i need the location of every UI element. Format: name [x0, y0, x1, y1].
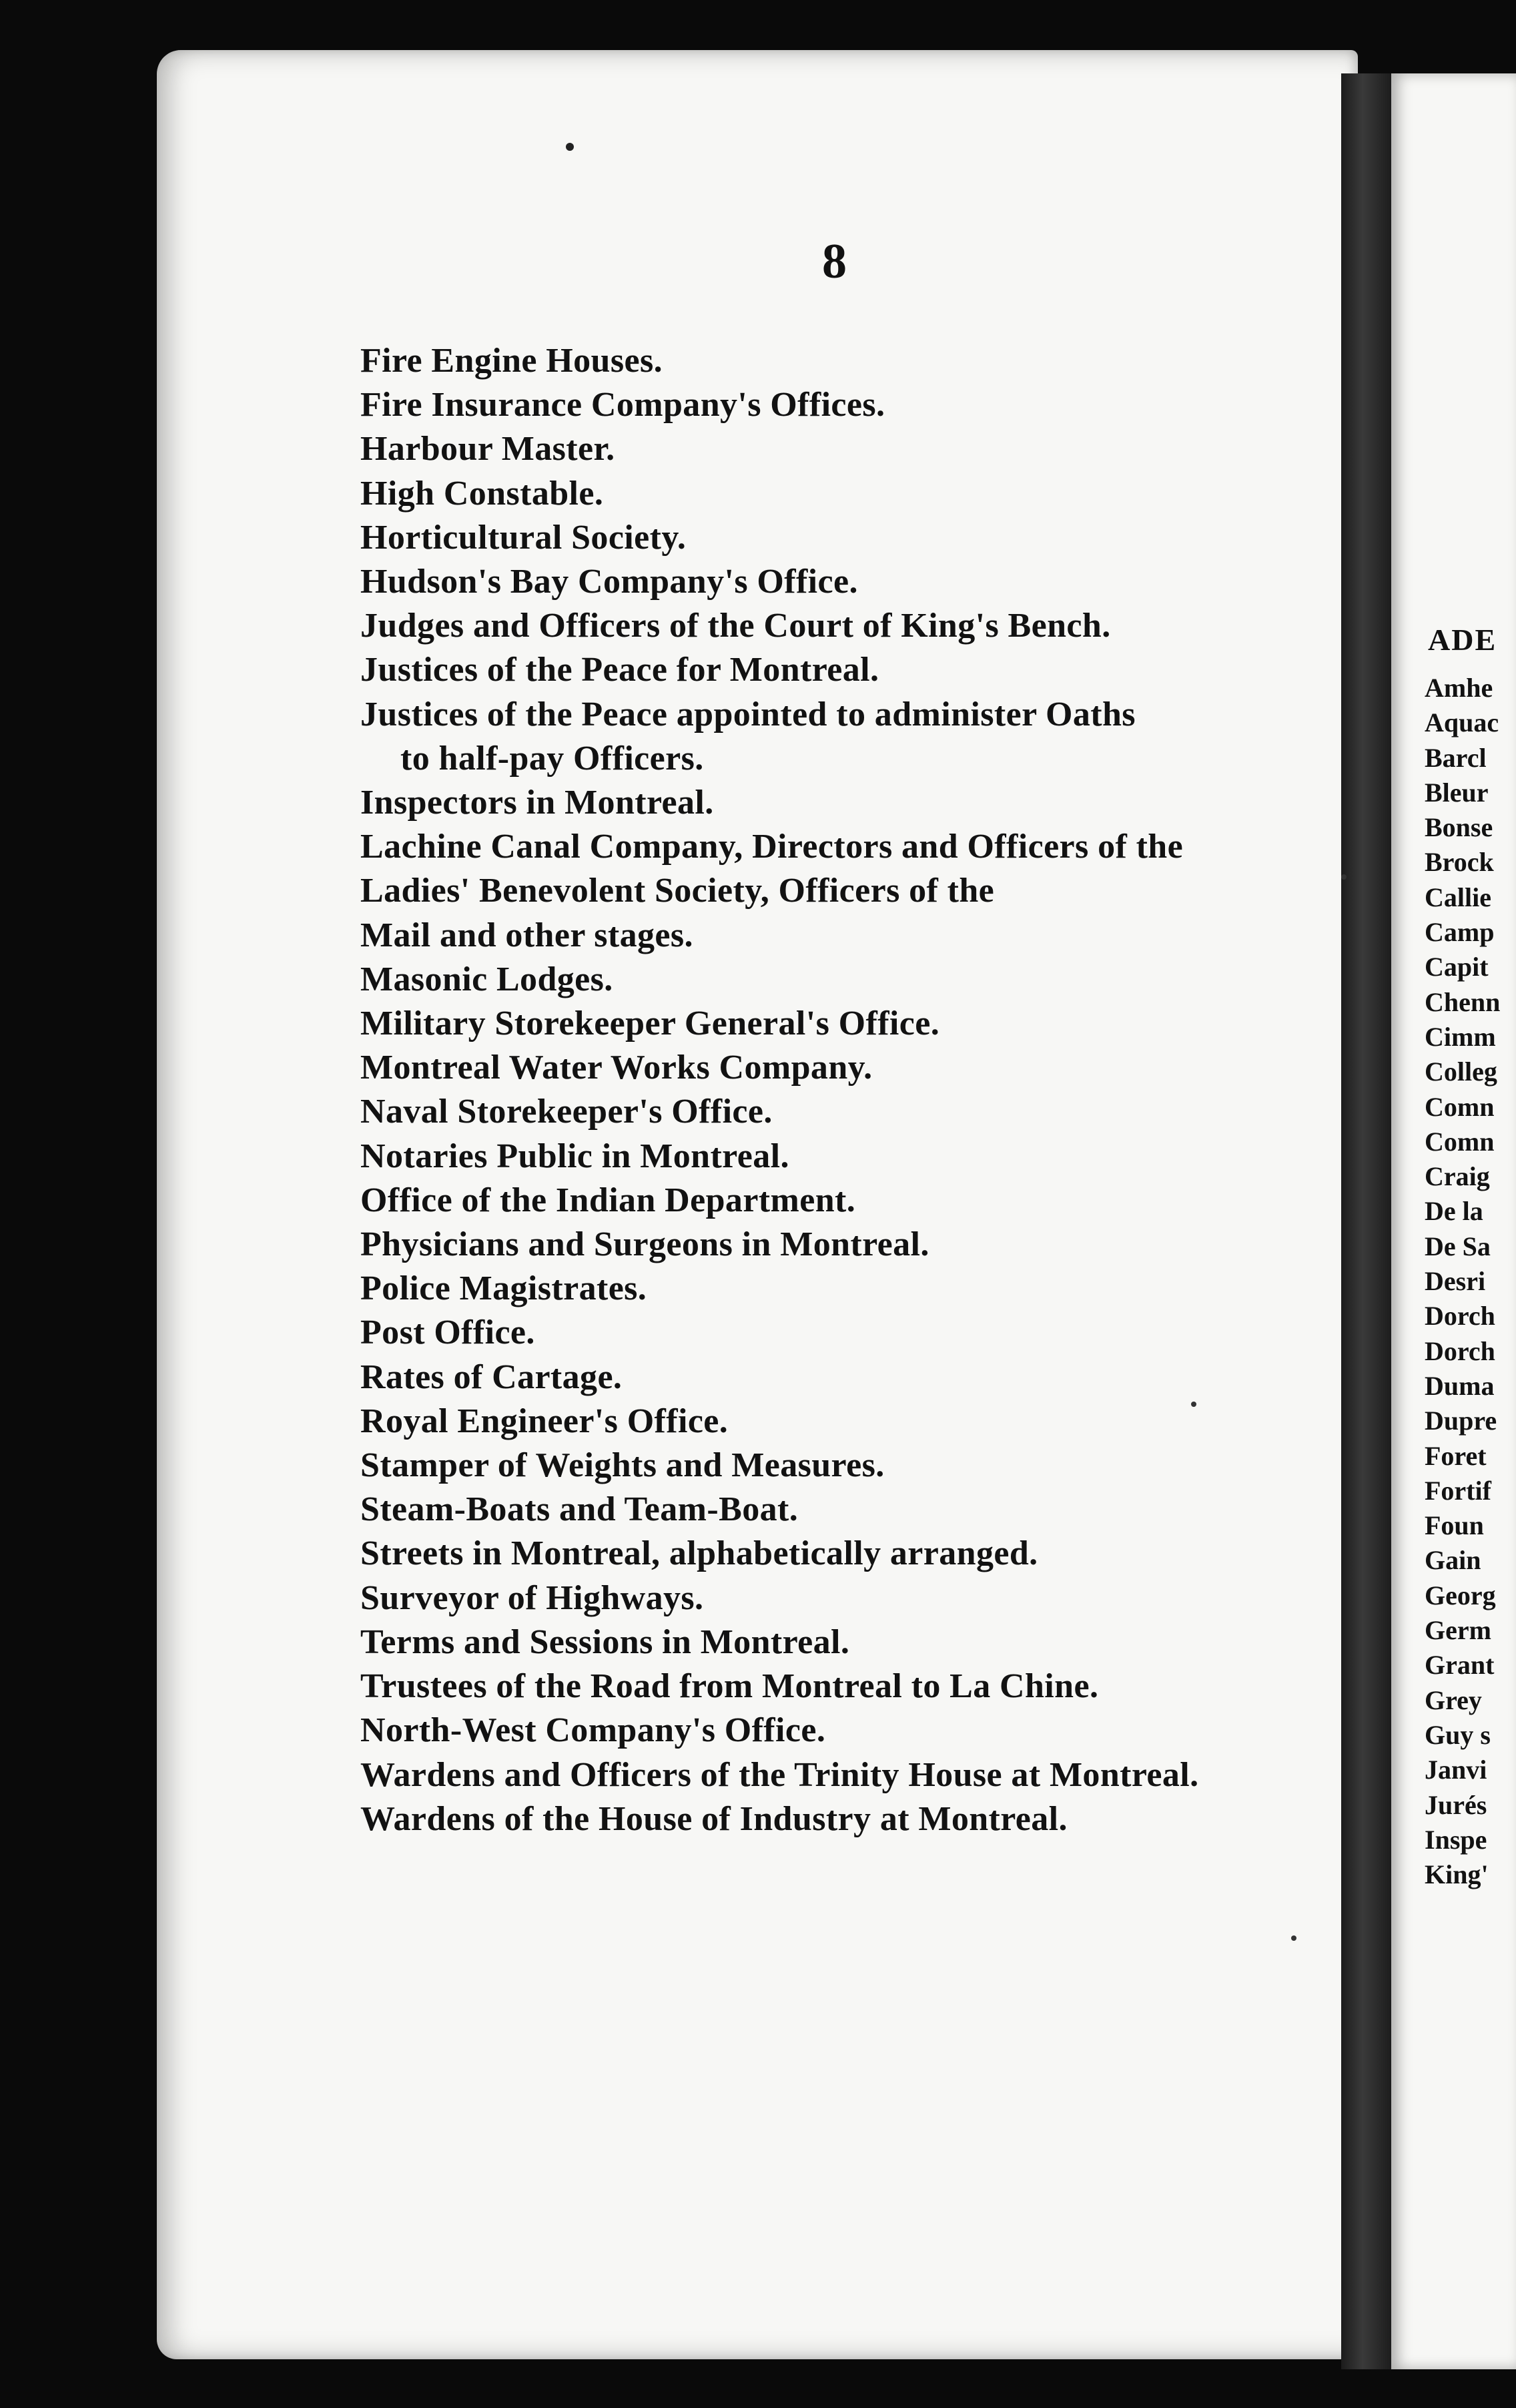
facing-page-entry: Germ	[1425, 1615, 1491, 1646]
contents-entry: to half-pay Officers.	[400, 739, 704, 778]
facing-page-entry: Janvi	[1425, 1755, 1487, 1785]
contents-entry: Wardens and Officers of the Trinity House at Montreal.	[360, 1755, 1199, 1794]
contents-entry: Wardens of the House of Industry at Montreal.	[360, 1799, 1068, 1838]
facing-page-entry: Guy s	[1425, 1719, 1491, 1750]
facing-page-entry: Inspe	[1425, 1824, 1487, 1855]
contents-entry: Surveyor of Highways.	[360, 1578, 704, 1617]
facing-page-entry: Aquac	[1425, 707, 1499, 738]
contents-entry: Harbour Master.	[360, 430, 615, 469]
facing-page-entry: Brock	[1425, 847, 1494, 878]
facing-page-heading: ADE	[1428, 623, 1497, 657]
page-number: 8	[822, 234, 847, 289]
contents-entry: Justices of the Peace appointed to administer Oaths	[360, 695, 1136, 733]
contents-entry: Horticultural Society.	[360, 518, 687, 557]
facing-page-entry: Dupre	[1425, 1406, 1497, 1436]
contents-entry: Military Storekeeper General's Office.	[360, 1004, 940, 1043]
facing-page-entry: Capit	[1425, 952, 1489, 982]
facing-page-entry: Grant	[1425, 1650, 1495, 1681]
contents-entry: Montreal Water Works Company.	[360, 1048, 873, 1087]
facing-page-entry: Duma	[1425, 1370, 1495, 1401]
contents-entry: Office of the Indian Department.	[360, 1181, 856, 1219]
facing-page-entry: Barcl	[1425, 742, 1487, 773]
ink-speck	[1291, 1935, 1296, 1941]
contents-entry: Trustees of the Road from Montreal to La Chine.	[360, 1667, 1099, 1706]
facing-page-entry: Grey	[1425, 1685, 1482, 1715]
facing-page-entry: Dorch	[1425, 1301, 1495, 1331]
contents-entry: Mail and other stages.	[360, 916, 693, 954]
contents-entry: Royal Engineer's Office.	[360, 1402, 729, 1440]
facing-page-entry: Camp	[1425, 917, 1495, 948]
contents-entry: Police Magistrates.	[360, 1269, 647, 1308]
contents-entry: Lachine Canal Company, Directors and Officers of the	[360, 828, 1184, 866]
facing-page-entry: Colleg	[1425, 1057, 1497, 1087]
facing-page-entry: Chenn	[1425, 986, 1501, 1017]
contents-entry: Ladies' Benevolent Society, Officers of the	[360, 872, 995, 910]
facing-page-entry: Craig	[1425, 1161, 1490, 1192]
contents-entry: North-West Company's Office.	[360, 1711, 826, 1750]
facing-page-entry: De la	[1425, 1196, 1483, 1227]
contents-entry: Rates of Cartage.	[360, 1358, 623, 1396]
facing-page-entry: De Sa	[1425, 1231, 1491, 1261]
contents-entry: Fire Insurance Company's Offices.	[360, 386, 885, 424]
facing-page-entry: Georg	[1425, 1580, 1496, 1610]
facing-page-list	[1425, 671, 1500, 1892]
facing-page-entry: Fortif	[1425, 1475, 1491, 1506]
facing-page-entry: Gain	[1425, 1545, 1481, 1576]
facing-page-entry: Jurés	[1425, 1789, 1487, 1820]
facing-page-entry: Bleur	[1425, 777, 1489, 808]
contents-entry: High Constable.	[360, 474, 604, 513]
facing-page-entry: Amhe	[1425, 673, 1493, 703]
facing-page-entry: Callie	[1425, 882, 1491, 912]
facing-page-entry: Foun	[1425, 1510, 1484, 1541]
contents-entry: Justices of the Peace for Montreal.	[360, 651, 879, 689]
contents-entry: Physicians and Surgeons in Montreal.	[360, 1225, 929, 1264]
facing-page-entry: Comn	[1425, 1091, 1495, 1122]
facing-page-entry: Desri	[1425, 1266, 1486, 1297]
contents-entry: Post Office.	[360, 1313, 535, 1352]
facing-page-entry: Comn	[1425, 1126, 1495, 1157]
contents-entry: Naval Storekeeper's Office.	[360, 1093, 773, 1131]
contents-list	[360, 339, 1341, 1841]
contents-entry: Steam-Boats and Team-Boat.	[360, 1490, 799, 1529]
contents-entry: Fire Engine Houses.	[360, 342, 663, 380]
contents-entry: Inspectors in Montreal.	[360, 784, 714, 822]
ink-speck	[566, 143, 574, 151]
contents-entry: Masonic Lodges.	[360, 960, 613, 998]
ink-speck	[1341, 874, 1347, 880]
contents-entry: Hudson's Bay Company's Office.	[360, 563, 858, 601]
facing-page-entry: Cimm	[1425, 1021, 1496, 1052]
facing-page-entry: King'	[1425, 1859, 1489, 1890]
facing-page-entry: Bonse	[1425, 812, 1493, 843]
contents-entry: Streets in Montreal, alphabetically arranged.	[360, 1534, 1038, 1573]
contents-entry: Judges and Officers of the Court of King's Bench.	[360, 607, 1111, 645]
facing-page-entry: Foret	[1425, 1440, 1487, 1471]
contents-entry: Terms and Sessions in Montreal.	[360, 1622, 850, 1661]
contents-entry: Stamper of Weights and Measures.	[360, 1446, 885, 1485]
contents-entry: Notaries Public in Montreal.	[360, 1137, 789, 1175]
facing-page-entry: Dorch	[1425, 1335, 1495, 1366]
